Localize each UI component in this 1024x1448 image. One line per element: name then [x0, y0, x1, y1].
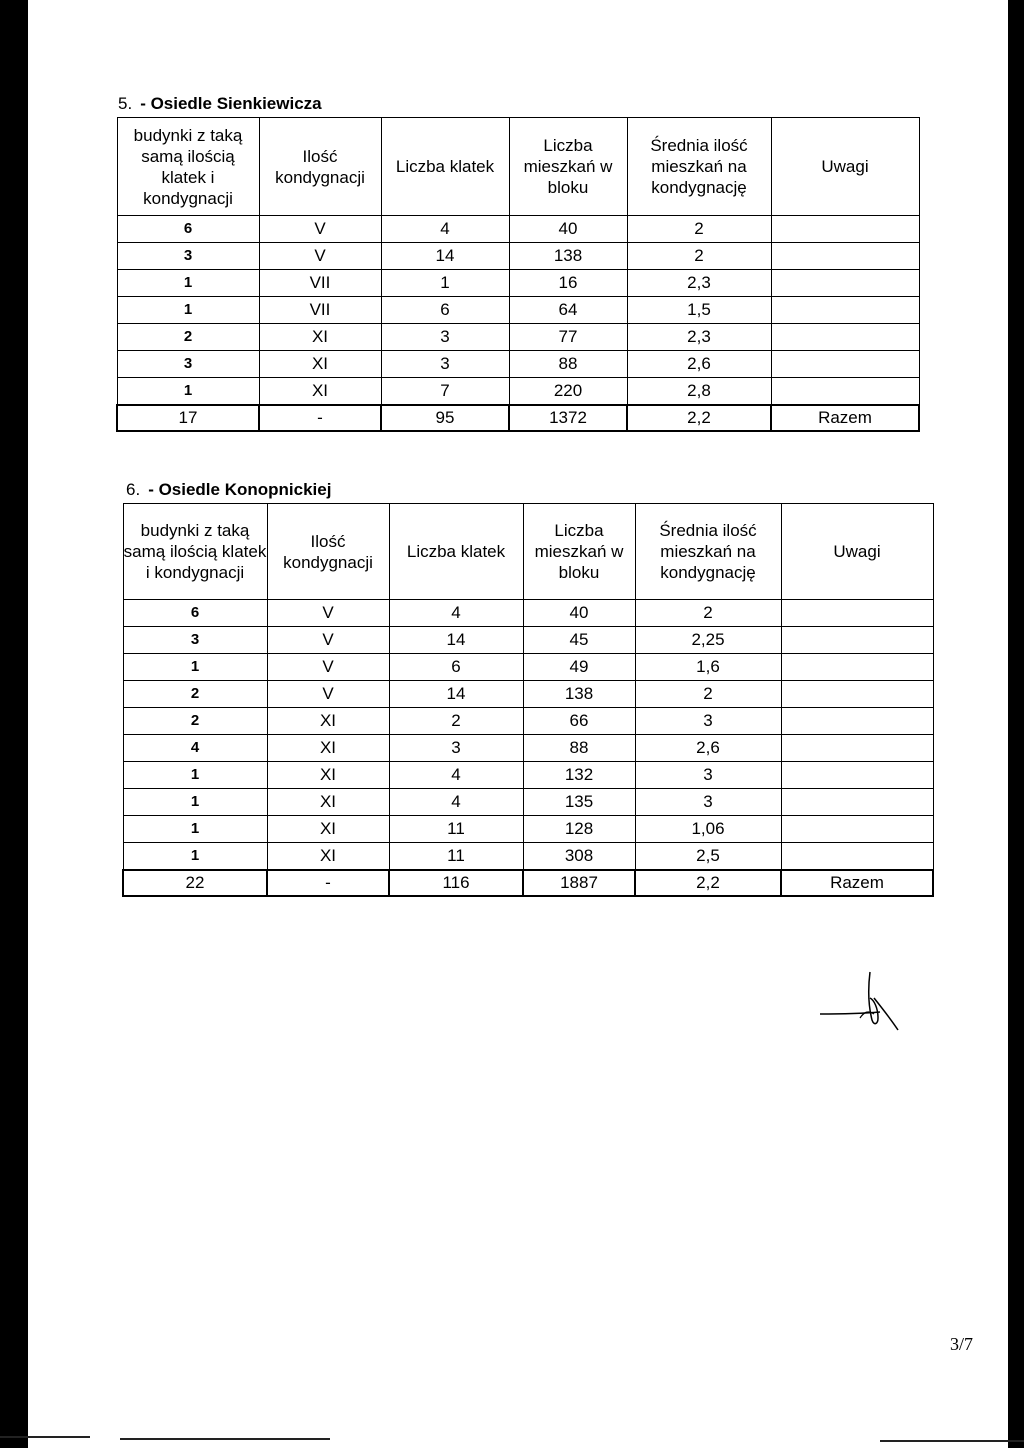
cell-budynki: 6	[117, 216, 259, 243]
table-row	[123, 789, 933, 816]
cell-klatki: 3	[389, 735, 523, 762]
total-klatki: 95	[381, 405, 509, 431]
cell-kondygnacje: XI	[259, 324, 381, 351]
cell-srednia: 2,6	[635, 735, 781, 762]
header-ilosc-kondygnacji: Ilość kondygnacji	[267, 504, 389, 600]
cell-kondygnacje: V	[267, 681, 389, 708]
cell-budynki: 1	[123, 816, 267, 843]
cell-budynki: 2	[123, 708, 267, 735]
cell-kondygnacje: XI	[267, 789, 389, 816]
cell-klatki: 3	[381, 351, 509, 378]
table-row	[123, 627, 933, 654]
cell-klatki: 14	[381, 243, 509, 270]
table-row	[123, 816, 933, 843]
table-row	[123, 843, 933, 871]
cell-srednia: 1,6	[635, 654, 781, 681]
cell-uwagi	[781, 843, 933, 871]
cell-budynki: 4	[123, 735, 267, 762]
cell-mieszkania: 77	[509, 324, 627, 351]
cell-uwagi	[771, 378, 919, 406]
cell-mieszkania: 88	[523, 735, 635, 762]
cell-kondygnacje: XI	[267, 762, 389, 789]
section-5-heading	[118, 94, 322, 114]
header-uwagi: Uwagi	[771, 118, 919, 216]
table-total-row	[123, 870, 933, 896]
header-liczba-klatek: Liczba klatek	[381, 118, 509, 216]
cell-budynki: 3	[117, 243, 259, 270]
header-budynki: budynki z taką samą ilością klatek i kondygnacji	[117, 118, 259, 216]
cell-klatki: 11	[389, 816, 523, 843]
table-header-row	[123, 504, 933, 600]
section-5-number: 5.	[118, 94, 133, 113]
scan-artifact-line	[880, 1440, 1024, 1442]
cell-srednia: 3	[635, 762, 781, 789]
cell-srednia: 2,25	[635, 627, 781, 654]
cell-klatki: 4	[389, 762, 523, 789]
cell-srednia: 3	[635, 789, 781, 816]
table-row	[117, 216, 919, 243]
page-number: 3/7	[950, 1334, 974, 1354]
total-budynki: 17	[117, 405, 259, 431]
cell-uwagi	[771, 297, 919, 324]
cell-mieszkania: 138	[509, 243, 627, 270]
total-uwagi: Razem	[781, 870, 933, 896]
cell-srednia: 1,06	[635, 816, 781, 843]
total-kondygnacje: -	[259, 405, 381, 431]
section-6-title: - Osiedle Konopnickiej	[148, 480, 332, 499]
cell-klatki: 14	[389, 627, 523, 654]
total-kondygnacje: -	[267, 870, 389, 896]
table-row	[117, 378, 919, 406]
cell-klatki: 4	[389, 789, 523, 816]
table-row	[123, 654, 933, 681]
total-uwagi: Razem	[771, 405, 919, 431]
table-row	[123, 708, 933, 735]
cell-kondygnacje: V	[267, 600, 389, 627]
cell-uwagi	[781, 681, 933, 708]
cell-klatki: 6	[389, 654, 523, 681]
cell-kondygnacje: VII	[259, 270, 381, 297]
cell-mieszkania: 138	[523, 681, 635, 708]
cell-budynki: 1	[123, 762, 267, 789]
cell-srednia: 2	[635, 681, 781, 708]
cell-mieszkania: 45	[523, 627, 635, 654]
section-6-heading	[126, 480, 331, 500]
cell-srednia: 2,5	[635, 843, 781, 871]
table-row	[123, 681, 933, 708]
cell-uwagi	[771, 324, 919, 351]
cell-budynki: 3	[117, 351, 259, 378]
cell-budynki: 1	[123, 789, 267, 816]
cell-uwagi	[781, 735, 933, 762]
cell-kondygnacje: V	[267, 654, 389, 681]
cell-kondygnacje: V	[259, 216, 381, 243]
cell-budynki: 1	[123, 654, 267, 681]
total-mieszkania: 1887	[523, 870, 635, 896]
section-5-title: - Osiedle Sienkiewicza	[140, 94, 322, 113]
cell-uwagi	[781, 762, 933, 789]
cell-budynki: 2	[123, 681, 267, 708]
cell-klatki: 6	[381, 297, 509, 324]
cell-klatki: 14	[389, 681, 523, 708]
header-budynki: budynki z taką samą ilością klatek i kondygnacji	[123, 504, 267, 600]
document-page	[28, 0, 1008, 1448]
header-liczba-mieszkan: Liczba mieszkań w bloku	[523, 504, 635, 600]
cell-budynki: 2	[117, 324, 259, 351]
cell-klatki: 11	[389, 843, 523, 871]
section-6-number: 6.	[126, 480, 141, 499]
cell-kondygnacje: XI	[267, 843, 389, 871]
cell-srednia: 2	[627, 243, 771, 270]
header-liczba-mieszkan: Liczba mieszkań w bloku	[509, 118, 627, 216]
cell-mieszkania: 135	[523, 789, 635, 816]
header-liczba-klatek: Liczba klatek	[389, 504, 523, 600]
cell-uwagi	[781, 816, 933, 843]
header-srednia: Średnia ilość mieszkań na kondygnację	[627, 118, 771, 216]
cell-srednia: 2	[627, 216, 771, 243]
cell-budynki: 1	[117, 270, 259, 297]
cell-kondygnacje: XI	[267, 708, 389, 735]
cell-kondygnacje: XI	[267, 735, 389, 762]
cell-klatki: 4	[389, 600, 523, 627]
cell-uwagi	[781, 600, 933, 627]
table-row	[117, 243, 919, 270]
cell-uwagi	[781, 654, 933, 681]
cell-mieszkania: 308	[523, 843, 635, 871]
cell-uwagi	[771, 216, 919, 243]
cell-mieszkania: 49	[523, 654, 635, 681]
table-osiedle-sienkiewicza	[116, 117, 920, 432]
cell-mieszkania: 66	[523, 708, 635, 735]
handwritten-signature	[818, 968, 938, 1048]
cell-srednia: 2	[635, 600, 781, 627]
total-srednia: 2,2	[627, 405, 771, 431]
cell-uwagi	[781, 627, 933, 654]
scan-artifact-line	[0, 1436, 90, 1438]
cell-uwagi	[771, 351, 919, 378]
cell-srednia: 1,5	[627, 297, 771, 324]
cell-kondygnacje: XI	[259, 351, 381, 378]
cell-srednia: 2,6	[627, 351, 771, 378]
cell-kondygnacje: XI	[259, 378, 381, 406]
table-total-row	[117, 405, 919, 431]
header-srednia: Średnia ilość mieszkań na kondygnację	[635, 504, 781, 600]
total-klatki: 116	[389, 870, 523, 896]
header-uwagi: Uwagi	[781, 504, 933, 600]
table-row	[117, 297, 919, 324]
total-srednia: 2,2	[635, 870, 781, 896]
cell-klatki: 3	[381, 324, 509, 351]
cell-mieszkania: 220	[509, 378, 627, 406]
cell-mieszkania: 40	[523, 600, 635, 627]
cell-klatki: 1	[381, 270, 509, 297]
cell-srednia: 2,3	[627, 324, 771, 351]
table-row	[123, 735, 933, 762]
cell-budynki: 1	[117, 378, 259, 406]
cell-mieszkania: 88	[509, 351, 627, 378]
table-row	[123, 762, 933, 789]
cell-srednia: 2,8	[627, 378, 771, 406]
cell-budynki: 1	[117, 297, 259, 324]
table-row	[123, 600, 933, 627]
table-row	[117, 351, 919, 378]
cell-kondygnacje: V	[259, 243, 381, 270]
cell-kondygnacje: V	[267, 627, 389, 654]
cell-klatki: 2	[389, 708, 523, 735]
cell-klatki: 4	[381, 216, 509, 243]
table-row	[117, 324, 919, 351]
cell-srednia: 2,3	[627, 270, 771, 297]
cell-mieszkania: 40	[509, 216, 627, 243]
cell-uwagi	[771, 243, 919, 270]
cell-klatki: 7	[381, 378, 509, 406]
table-osiedle-konopnickiej	[122, 503, 934, 897]
cell-budynki: 3	[123, 627, 267, 654]
cell-budynki: 6	[123, 600, 267, 627]
cell-mieszkania: 128	[523, 816, 635, 843]
cell-mieszkania: 16	[509, 270, 627, 297]
cell-budynki: 1	[123, 843, 267, 871]
cell-mieszkania: 64	[509, 297, 627, 324]
cell-uwagi	[781, 789, 933, 816]
scan-artifact-line	[120, 1438, 330, 1440]
total-budynki: 22	[123, 870, 267, 896]
total-mieszkania: 1372	[509, 405, 627, 431]
table-row	[117, 270, 919, 297]
cell-kondygnacje: VII	[259, 297, 381, 324]
cell-uwagi	[771, 270, 919, 297]
table-header-row	[117, 118, 919, 216]
cell-srednia: 3	[635, 708, 781, 735]
header-ilosc-kondygnacji: Ilość kondygnacji	[259, 118, 381, 216]
cell-kondygnacje: XI	[267, 816, 389, 843]
cell-mieszkania: 132	[523, 762, 635, 789]
cell-uwagi	[781, 708, 933, 735]
